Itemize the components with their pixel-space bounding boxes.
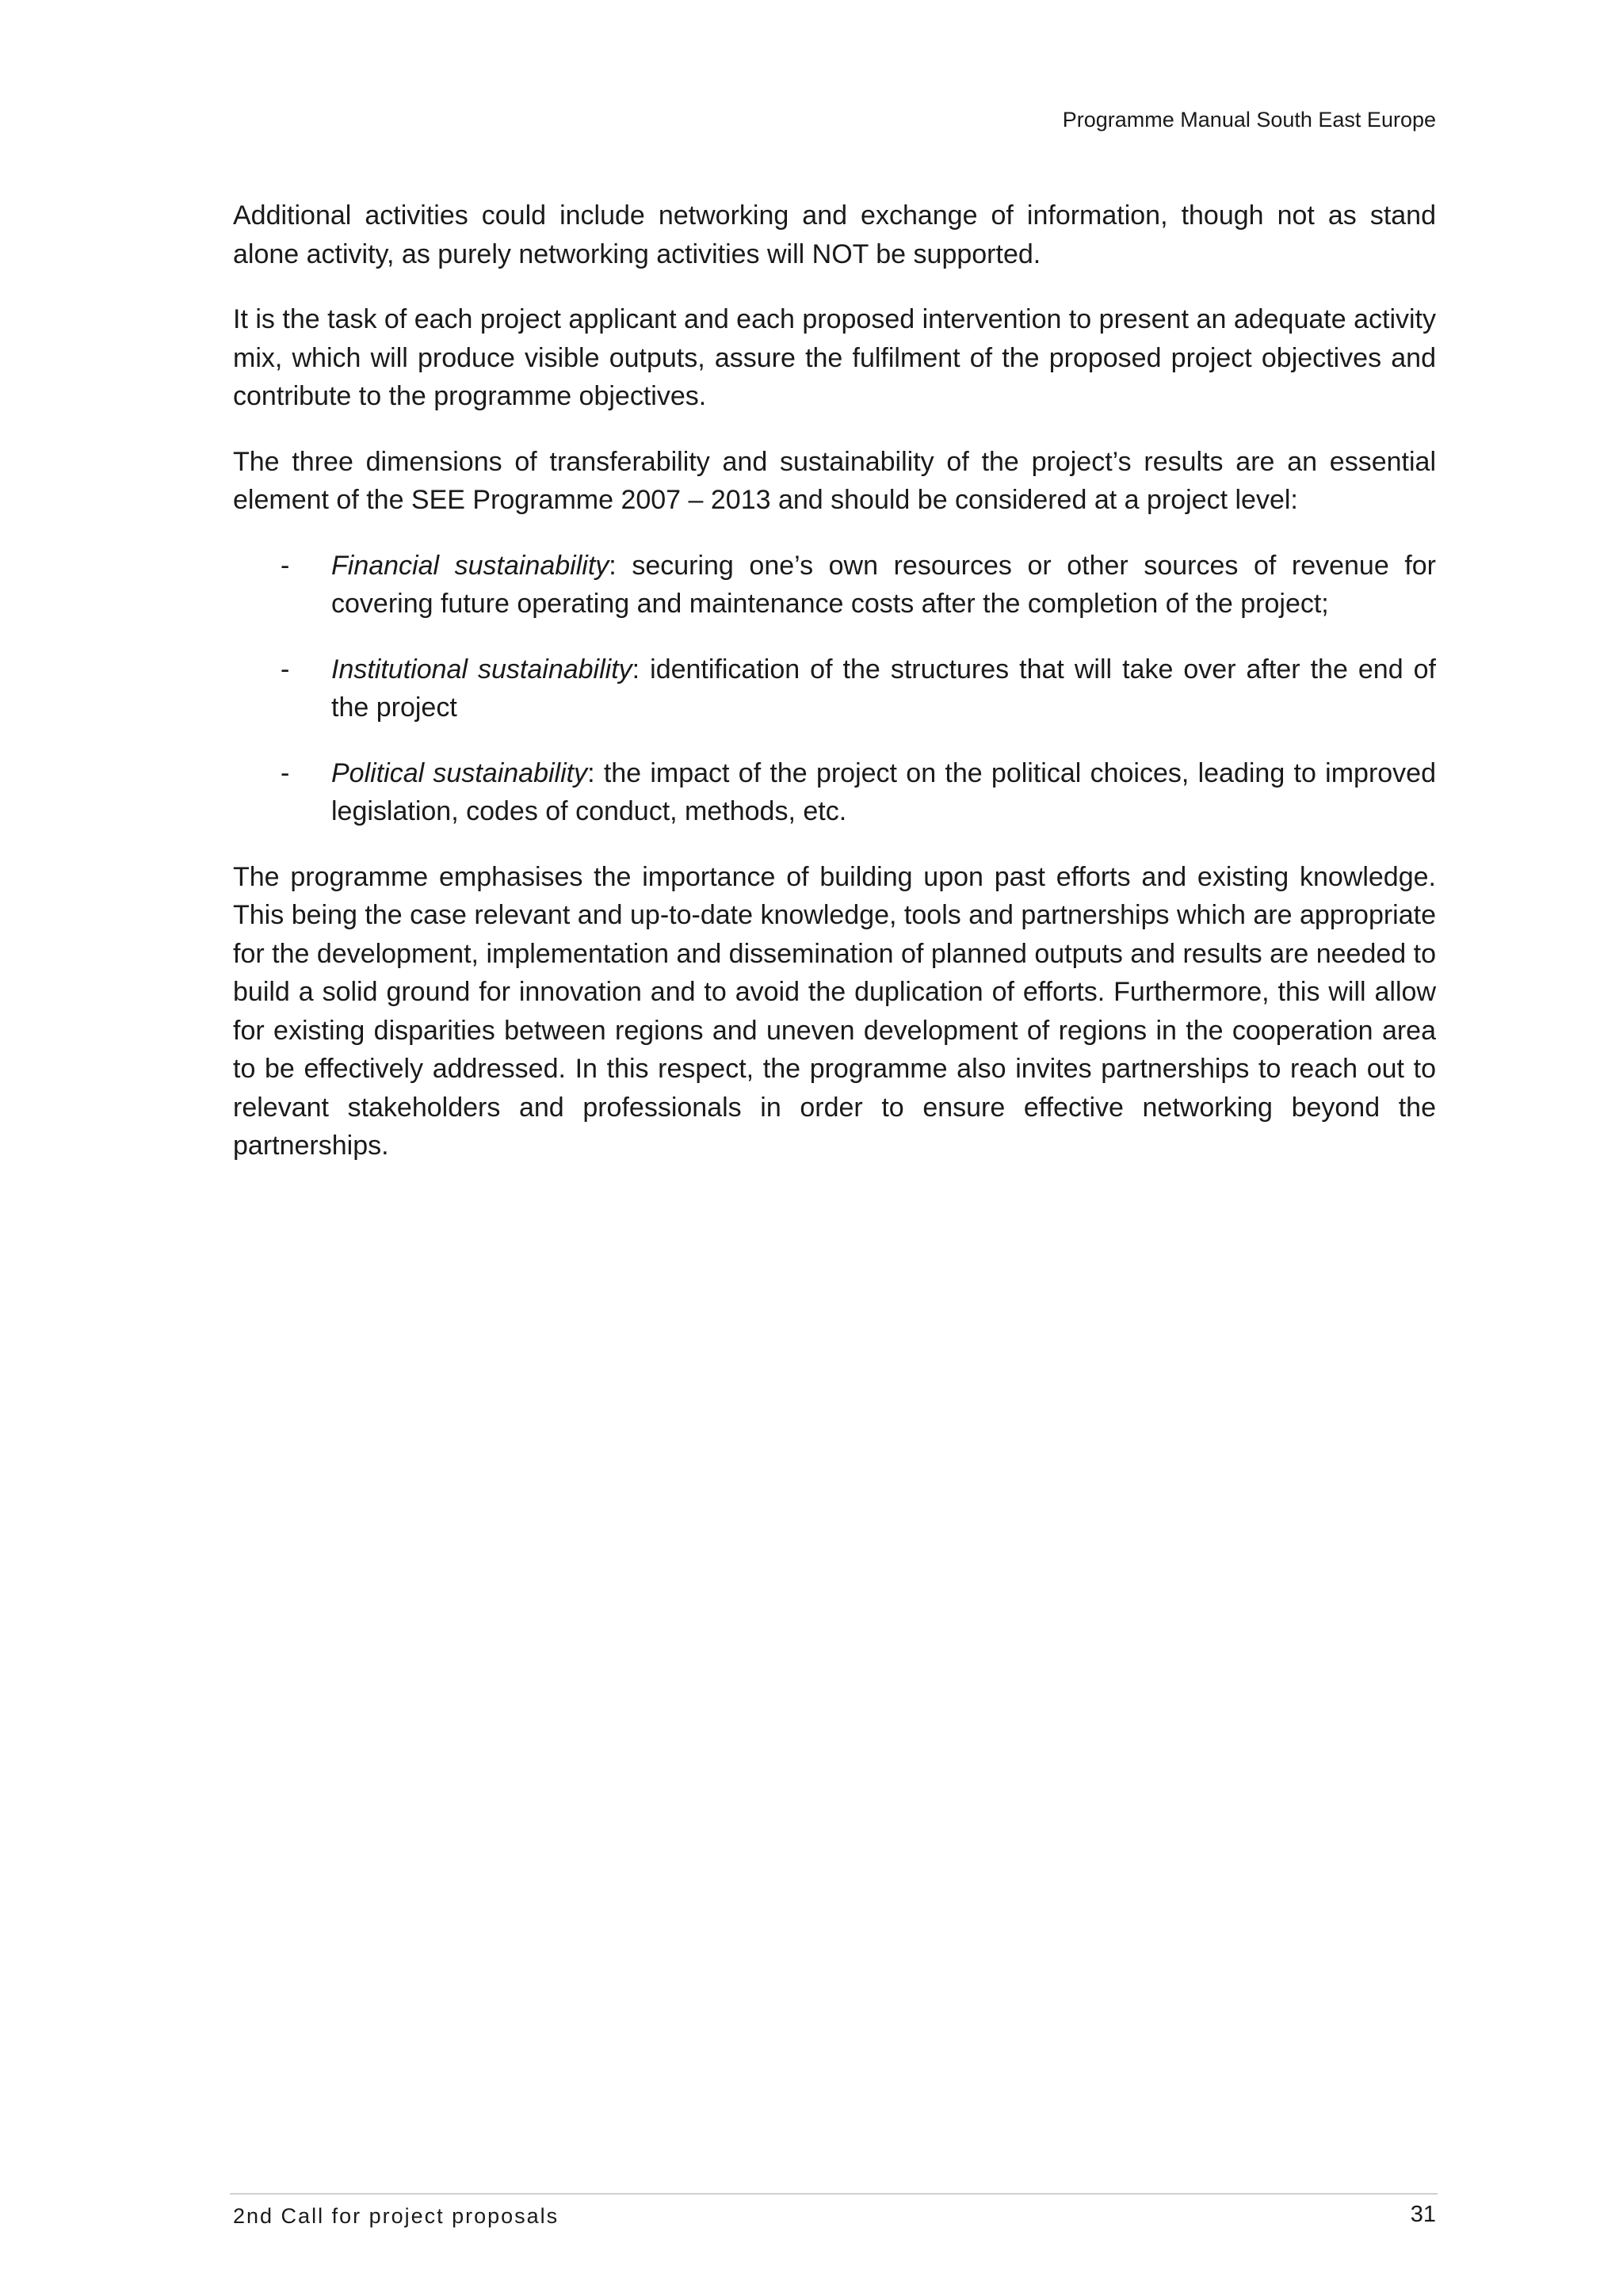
list-item-text: : the impact of the project on the political choices, leading to improved legislation, codes of conduct, methods, etc. bbox=[331, 757, 1436, 826]
list-item-term: Financial sustainability bbox=[331, 550, 609, 581]
page-number: 31 bbox=[1410, 2202, 1436, 2227]
list-item-text: : identification of the structures that will take over after the end of the project bbox=[331, 654, 1436, 723]
list-item-financial-sustainability bbox=[233, 547, 1436, 624]
list-marker: - bbox=[281, 550, 290, 581]
footer-divider bbox=[230, 2193, 1438, 2195]
list-item-political-sustainability bbox=[233, 754, 1436, 831]
list-marker: - bbox=[281, 654, 290, 685]
list-marker: - bbox=[281, 757, 290, 788]
paragraph-past-efforts: The programme emphasises the importance of building upon past efforts and existing knowledge. This being the case relevant and up-to-date knowledge, tools and partnerships which are appropriate for the development, implementation and dissemination of planned outputs and results are needed to build a solid ground for innovation and to avoid the duplication of efforts. Furthermore, this will allow for existing disparities between regions and uneven development of regions in the cooperation area to be effectively addressed. In this respect, the programme also invites partnerships to reach out to relevant stakeholders and professionals in order to ensure effective networking beyond the partnerships. bbox=[233, 861, 1436, 1161]
list-item-term: Political sustainability bbox=[331, 757, 588, 788]
paragraph-three-dimensions: The three dimensions of transferability and sustainability of the project’s results are an essential element of the SEE Programme 2007 – 2013 and should be considered at a project level: bbox=[233, 446, 1436, 515]
sustainability-list bbox=[233, 547, 1436, 831]
main-content bbox=[233, 196, 1436, 1192]
paragraph-activity-mix: It is the task of each project applicant and each proposed intervention to present an adequate activity mix, which will produce visible outputs, assure the fulfilment of the proposed project objectives and contribute to the programme objectives. bbox=[233, 304, 1436, 411]
list-item-term: Institutional sustainability bbox=[331, 654, 632, 685]
paragraph-additional-activities: Additional activities could include networking and exchange of information, though not as stand alone activity, as purely networking activities will NOT be supported. bbox=[233, 200, 1436, 269]
footer-call-title: 2nd Call for project proposals bbox=[233, 2204, 559, 2228]
list-item-institutional-sustainability bbox=[233, 650, 1436, 727]
running-header: Programme Manual South East Europe bbox=[1062, 108, 1436, 132]
list-item-text: : securing one’s own resources or other sources of revenue for covering future operating and maintenance costs after the completion of the project; bbox=[331, 550, 1436, 619]
